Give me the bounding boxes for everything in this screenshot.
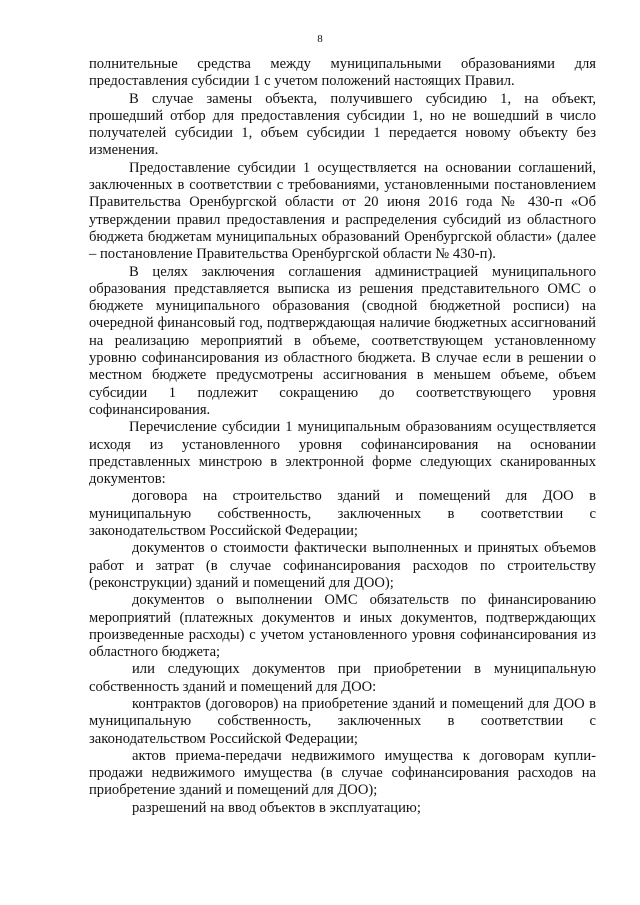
page-number: 8	[317, 33, 323, 45]
document-body	[89, 56, 596, 817]
list-item: документов о выполнении ОМС обязательств по финансированию мероприятий (платежных документов и иных документов, подтверждающих произведенные расходы) с учетом установленного уровня софинансирования из областного бюджета;	[89, 592, 596, 661]
list-item: актов приема-передачи недвижимого имущества к договорам купли-продажи недвижимого имущества (в случае софинансирования расходов на приобретение зданий и помещений для ДОО);	[89, 747, 596, 799]
paragraph: В целях заключения соглашения администрацией муниципального образования представляется выписка из решения представительного ОМС о бюджете муниципального образования (сводной бюджетной росписи) на очередной финансовый год, подтверждающая наличие бюджетных ассигнований на реализацию мероприятий в объеме, соответствующем установленному уровню софинансирования из областного бюджета. В случае если в решении о местном бюджете предусмотрены ассигнования в меньшем объеме, объем субсидии 1 подлежит сокращению до соответствующего уровня софинансирования.	[89, 263, 596, 418]
paragraph: В случае замены объекта, получившего субсидию 1, на объект, прошедший отбор для предоставления субсидии 1, но не вошедший в число получателей субсидии 1, объем субсидии 1 передается новому объекту без изменения.	[89, 90, 596, 159]
list-item: контрактов (договоров) на приобретение зданий и помещений для ДОО в муниципальную собственность, заключенных в соответствии с законодательством Российской Федерации;	[89, 695, 596, 747]
paragraph: полнительные средства между муниципальными образованиями для предоставления субсидии 1 с учетом положений настоящих Правил.	[89, 56, 596, 90]
paragraph: Предоставление субсидии 1 осуществляется на основании соглашений, заключенных в соответствии с требованиями, установленными постановлением Правительства Оренбургской области от 20 июня 2016 года № 430-п «Об утверждении правил предоставления и распределения субсидий из областного бюджета бюджетам муниципальных образований Оренбургской области» (далее – постановление Правительства Оренбургской области № 430-п).	[89, 159, 596, 263]
list-item: договора на строительство зданий и помещений для ДОО в муниципальную собственность, заключенных в соответствии с законодательством Российской Федерации;	[89, 488, 596, 540]
list-item: или следующих документов при приобретении в муниципальную собственность зданий и помещений для ДОО:	[89, 661, 596, 695]
list-item: разрешений на ввод объектов в эксплуатацию;	[132, 799, 421, 816]
paragraph: Перечисление субсидии 1 муниципальным образованиям осуществляется исходя из установленного уровня софинансирования на основании представленных минстрою в электронной форме следующих сканированных документов:	[89, 419, 596, 488]
list-item: документов о стоимости фактически выполненных и принятых объемов работ и затрат (в случае софинансирования расходов по строительству (реконструкции) зданий и помещений для ДОО);	[89, 540, 596, 591]
